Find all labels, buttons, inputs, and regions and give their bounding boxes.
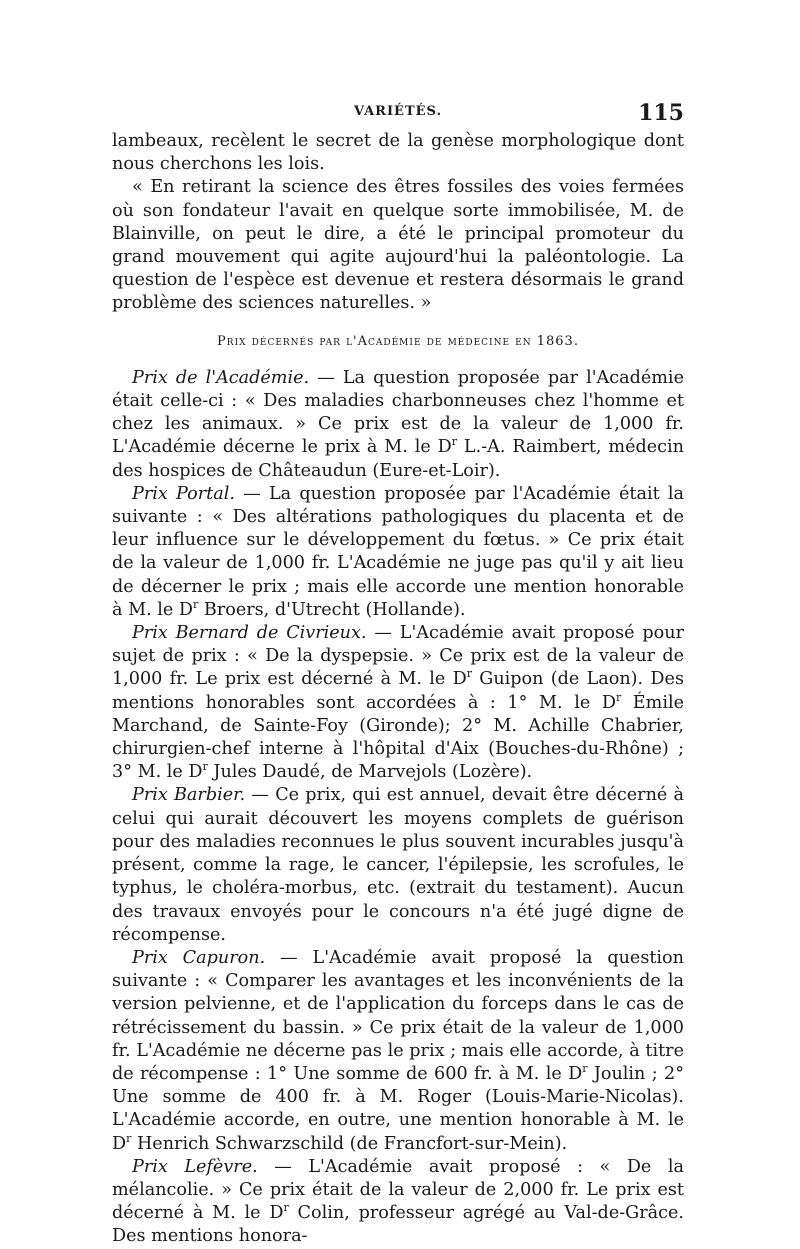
- prize-title: Prix Lefèvre.: [132, 1156, 258, 1177]
- prize-text: — L'Académie avait proposé pour sujet de prix : « De la dyspepsie. » Ce prix est de la valeur de 1,000 fr. Le prix est décerné à M. le D: [112, 623, 684, 690]
- superscript: r: [202, 760, 208, 774]
- prize-text: Émile Marchand, de Sainte-Foy (Gironde); 2° M. Achille Chabrier, chirurgien-chef interne à l'hôpital d'Aix (Bouches-du-Rhône) ; 3° M. le D: [112, 692, 684, 783]
- prize-text: Henrich Schwarzschild (de Francfort-sur-Mein).: [131, 1133, 568, 1154]
- paragraph-intro-continued: lambeaux, recèlent le secret de la genèse morphologique dont nous cherchons les lois.: [112, 131, 684, 175]
- prize-title: Prix Bernard de Civrieux.: [132, 623, 367, 644]
- prize-title: Prix de l'Académie.: [132, 367, 310, 388]
- page-number: 115: [638, 100, 684, 126]
- prize-text: — L'Académie avait proposé la question suivante : « Comparer les avantages et les inconvénients de la version pelvienne, et de l'application du forceps dans le cas de rétrécissement du bassin. » Ce prix était de la valeur de 1,000 fr. L'Académie ne décerne pas le prix ; mais elle accorde, à titre de récompense : 1° Une somme de 600 fr. à M. le D: [112, 947, 684, 1084]
- superscript: r: [283, 1201, 289, 1215]
- prize-text: L.-A. Raimbert, médecin des hospices de Châteaudun (Eure-et-Loir).: [112, 437, 684, 481]
- prize-title: Prix Portal.: [132, 483, 235, 504]
- superscript: r: [615, 690, 622, 704]
- prize-paragraph-lefevre: [112, 1156, 684, 1249]
- superscript: r: [126, 1131, 132, 1145]
- superscript: r: [193, 598, 199, 611]
- prize-title: Prix Barbier.: [132, 785, 246, 806]
- superscript: r: [451, 435, 458, 449]
- prize-text: Broers, d'Utrecht (Hollande).: [198, 599, 466, 620]
- section-heading: Prix décernés par l'Académie de médecine en 1863.: [217, 333, 579, 349]
- prize-paragraph-portal: [112, 483, 684, 622]
- prize-paragraph-civrieux: [112, 622, 684, 784]
- prize-text: — L'Académie avait proposé : « De la mélancolie. » Ce prix était de la valeur de 2,000 fr. Le prix est décerné à M. le D: [112, 1156, 684, 1224]
- prize-text: — La question proposée par l'Académie était la suivante : « Des altérations pathologiques du placenta et de leur influence sur le développement du fœtus. » Ce prix était de la valeur de 1,000 fr. L'Académie ne juge pas qu'il y ait lieu de décerner le prix ; mais elle accorde une mention honorable à M. le D: [112, 483, 684, 620]
- prize-title: Prix Capuron.: [132, 947, 266, 968]
- prize-text: Joulin ; 2° Une somme de 400 fr. à M. Roger (Louis-Marie-Nicolas). L'Académie accorde, en outre, une mention honorable à M. le D: [112, 1063, 684, 1154]
- prize-text: Guipon (de Laon). Des mentions honorables sont accordées à : 1° M. le D: [112, 669, 684, 713]
- prize-text: Colin, professeur agrégé au Val-de-Grâce. Des mentions honora-: [112, 1203, 684, 1247]
- paragraph-blainville-quote: « En retirant la science des êtres fossiles des voies fermées où son fondateur l'avait en quelque sorte immobilisée, M. de Blainville, on peut le dire, a été le principal promoteur du grand mouvement qui agite aujourd'hui la paléontologie. La question de l'espèce est devenue et restera désormais le grand problème des sciences naturelles. »: [112, 177, 684, 314]
- running-head: [112, 100, 684, 130]
- prize-text: Jules Daudé, de Marvejols (Lozère).: [207, 762, 533, 783]
- superscript: r: [582, 1062, 588, 1076]
- prize-paragraph-capuron: [112, 947, 684, 1156]
- prize-text: — La question proposée par l'Académie était celle-ci : « Des maladies charbonneuses chez l'homme et chez les animaux. » Ce prix est de la valeur de 1,000 fr. L'Académie décerne le prix à M. le D: [112, 367, 684, 458]
- prize-text: — Ce prix, qui est annuel, devait être décerné à celui qui aurait découvert les moyens complets de guérison pour des maladies reconnues le plus souvent incurables jusqu'à présent, comme la rage, le cancer, l'épilepsie, les scrofules, le typhus, le choléra-morbus, etc. (extrait du testament). Aucun des travaux envoyés pour le concours n'a été jugé digne de récompense.: [112, 785, 684, 945]
- page-body: [112, 130, 684, 1249]
- superscript: r: [466, 667, 472, 681]
- prize-paragraph-academie: [112, 367, 684, 483]
- prize-paragraph-barbier: [112, 784, 684, 946]
- running-title: VARIÉTÉS.: [354, 104, 442, 119]
